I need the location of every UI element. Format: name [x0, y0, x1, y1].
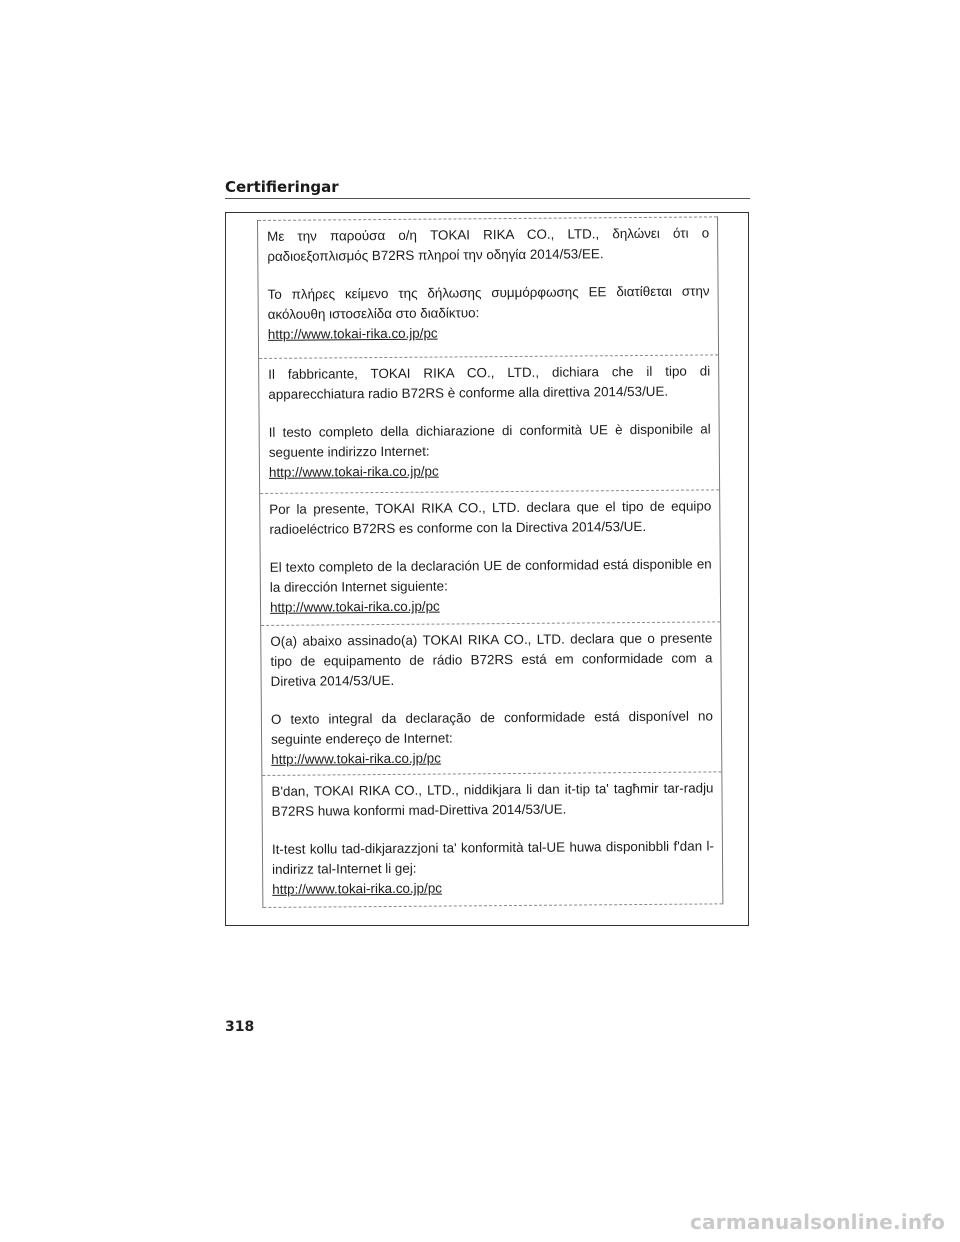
- declaration-statement: O(a) abaixo assinado(a) TOKAI RIKA CO., LTD. declara que o presente tipo de equipamento de rádio B72RS está em conformidade com a Diretiva 2014/53/UE.: [270, 630, 713, 689]
- declaration-statement: Por la presente, TOKAI RIKA CO., LTD. declara que el tipo de equipo radioeléctrico B72RS es conforme con la Directiva 2014/53/UE.: [269, 498, 712, 537]
- title-divider: [225, 198, 750, 199]
- page-number: 318: [225, 1019, 255, 1035]
- declaration-availability: Il testo completo della dichiarazione di conformità UE è disponibile al seguente indirizzo Internet:: [268, 421, 711, 460]
- declaration-link[interactable]: http://www.tokai-rika.co.jp/pc: [271, 750, 441, 767]
- declaration-spanish: [260, 489, 720, 618]
- declaration-portuguese: [261, 621, 721, 770]
- declaration-availability: O texto integral da declaração de conformidade está disponível no seguinte endereço de Internet:: [270, 708, 713, 747]
- declaration-availability: Το πλήρες κείμενο της δήλωσης συμμόρφωσης ΕΕ διατίθεται στην ακόλουθη ιστοσελίδα στο διαδίκτυο:: [267, 283, 710, 322]
- watermark: carmanualsonline.info: [690, 1210, 946, 1234]
- declaration-link[interactable]: http://www.tokai-rika.co.jp/pc: [268, 463, 439, 480]
- declaration-statement: B'dan, TOKAI RIKA CO., LTD., niddikjara li dan it-tip ta' tagħmir tar-radju B72RS huwa konformi mad-Direttiva 2014/53/UE.: [271, 780, 714, 819]
- scanned-declaration-box: [257, 216, 723, 908]
- declaration-link[interactable]: http://www.tokai-rika.co.jp/pc: [267, 325, 438, 342]
- declaration-availability: It-test kollu tad-dikjarazzjoni ta' konformità tal-UE huwa disponibbli f'dan l-indirizz tal-Internet li gej:: [271, 838, 714, 877]
- declaration-greek: [258, 216, 718, 345]
- section-title: Certifieringar: [225, 178, 339, 196]
- declaration-maltese: [262, 771, 722, 900]
- declaration-link[interactable]: http://www.tokai-rika.co.jp/pc: [269, 598, 440, 615]
- declaration-statement: Με την παρούσα ο/η TOKAI RIKA CO., LTD., δηλώνει ότι ο ραδιοεξοπλισμός B72RS πληροί την οδηγία 2014/53/ΕΕ.: [267, 225, 710, 264]
- declaration-link[interactable]: http://www.tokai-rika.co.jp/pc: [272, 880, 442, 897]
- declaration-availability: El texto completo de la declaración UE de conformidad está disponible en la dirección Internet siguiente:: [269, 556, 712, 595]
- declaration-statement: Il fabbricante, TOKAI RIKA CO., LTD., dichiara che il tipo di apparecchiatura radio B72RS è conforme alla direttiva 2014/53/UE.: [268, 363, 711, 402]
- declaration-italian: [259, 354, 719, 483]
